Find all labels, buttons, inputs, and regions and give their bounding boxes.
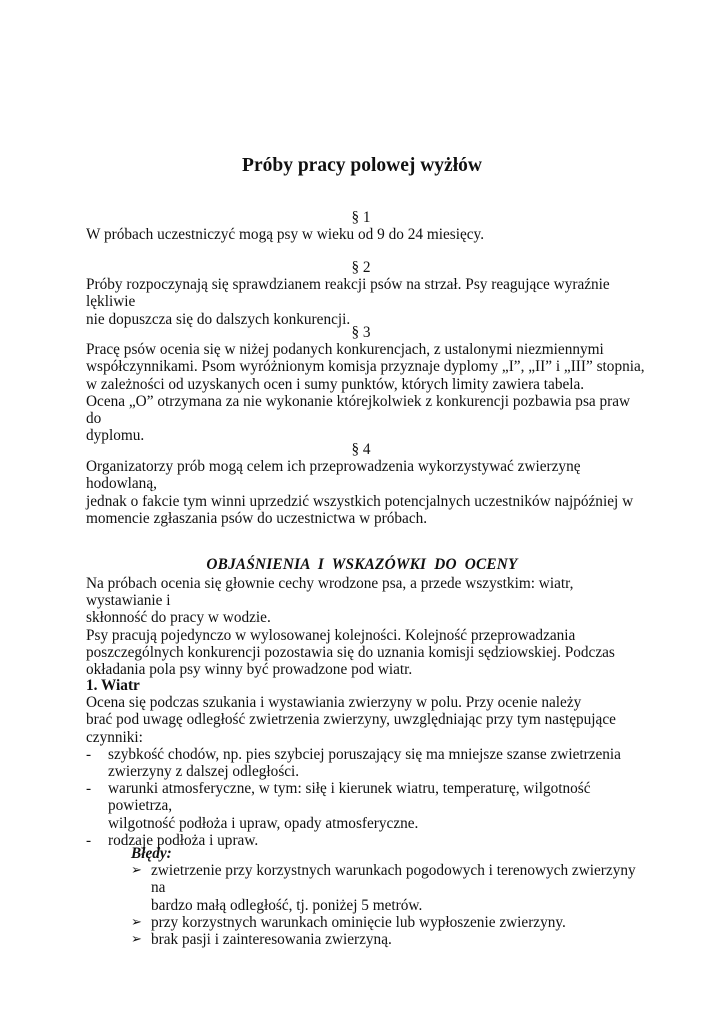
section-2 [86, 259, 646, 328]
arrow-bullet-icon: ➢ [131, 932, 142, 948]
text-line: bardzo małą odległość, tj. poniżej 5 metrów. [151, 896, 423, 914]
list-item [86, 780, 646, 832]
text-line: jednak o fakcie tym winni uprzedzić wszystkich potencjalnych uczestników najpóźniej w [86, 492, 634, 510]
section-number: § 4 [351, 441, 371, 458]
text-line: Na próbach ocenia się głownie cechy wrodzone psa, a przede wszystkim: wiatr, wystawianie i [86, 575, 574, 610]
section-text [86, 226, 646, 243]
text-line: brać pod uwagę odległość zwietrzenia zwierzyny, uwzględniając przy tym następujące [86, 711, 616, 729]
text-line: Pracę psów ocenia się w niżej podanych konkurencjach, z ustalonymi niezmiennymi [86, 341, 604, 359]
text-line: Ocena się podczas szukania i wystawiania zwierzyny w polu. Przy ocenie należy [86, 694, 582, 712]
wiatr-heading: 1. Wiatr [86, 677, 140, 694]
arrow-bullet-icon: ➢ [131, 863, 142, 879]
section-number: § 1 [351, 209, 371, 226]
document-title: Próby pracy polowej wyżłów [242, 155, 482, 176]
text-line: skłonność do pracy w wodzie. [86, 609, 271, 627]
text-line: zwietrzenie przy korzystnych warunkach pogodowych i terenowych zwierzyny na [151, 862, 636, 897]
text-line: momencie zgłaszania psów do uczestnictwa w próbach. [86, 509, 428, 527]
text-line: wilgotność podłoża i upraw, opady atmosferyczne. [108, 814, 419, 832]
wiatr-section [86, 677, 646, 849]
section-text [86, 276, 646, 328]
list-item [131, 914, 651, 931]
text-line: poszczególnych konkurencji pozostawia się do uznania komisji sędziowskiej. Podczas [86, 643, 615, 661]
text-line: przy korzystnych warunkach ominięcie lub wypłoszenie zwierzyny. [151, 913, 566, 931]
errors-list [131, 862, 651, 948]
section-number: § 2 [351, 259, 371, 276]
text-line: rodzaje podłoża i upraw. [108, 831, 259, 849]
guidelines-heading: OBJAŚNIENIA I WSKAZÓWKI DO OCENY [206, 556, 518, 573]
text-line: dyplomu. [86, 427, 145, 445]
text-line: szybkość chodów, np. pies szybciej poruszający się ma mniejsze szanse zwietrzenia [108, 745, 621, 763]
text-line: Organizatorzy prób mogą celem ich przeprowadzenia wykorzystywać zwierzynę hodowlaną, [86, 458, 581, 493]
list-item [131, 931, 651, 948]
section-text [86, 341, 646, 444]
section-text [86, 458, 646, 527]
text-line: współczynnikami. Psom wyróżnionym komisja przyznaje dyplomy „I”, „II” i „III” stopnia, [86, 358, 645, 376]
text-line: czynniki: [86, 728, 143, 746]
list-item [86, 746, 646, 780]
text-line: nie dopuszcza się do dalszych konkurencji. [86, 310, 351, 328]
errors-heading: Błędy: [131, 845, 172, 862]
errors-block [131, 845, 651, 948]
section-1 [86, 209, 646, 243]
list-item [131, 862, 651, 914]
text-line: Psy pracują pojedynczo w wylosowanej kolejności. Kolejność przeprowadzania [86, 626, 576, 644]
guidelines-text [86, 575, 646, 678]
text-line: Próby rozpoczynają się sprawdzianem reakcji psów na strzał. Psy reagujące wyraźnie lękliwie [86, 276, 610, 311]
text-line: warunki atmosferyczne, w tym: siłę i kierunek wiatru, temperaturę, wilgotność powietrza, [108, 780, 591, 815]
wiatr-intro [86, 694, 646, 746]
text-line: W próbach uczestniczyć mogą psy w wieku od 9 do 24 miesięcy. [86, 226, 485, 244]
text-line: okładania pola psy winny być prowadzone pod wiatr. [86, 661, 413, 679]
arrow-bullet-icon: ➢ [131, 914, 142, 930]
section-number: § 3 [351, 324, 371, 341]
text-line: zwierzyny z dalszej odległości. [108, 763, 300, 781]
section-4 [86, 441, 646, 527]
text-line: Ocena „O” otrzymana za nie wykonanie którejkolwiek z konkurencji pozbawia psa praw do [86, 392, 631, 428]
text-line: brak pasji i zainteresowania zwierzyną. [151, 931, 392, 949]
section-3 [86, 324, 646, 444]
factors-list [86, 746, 646, 849]
text-line: w zależności od uzyskanych ocen i sumy punktów, których limity zawiera tabela. [86, 375, 585, 393]
